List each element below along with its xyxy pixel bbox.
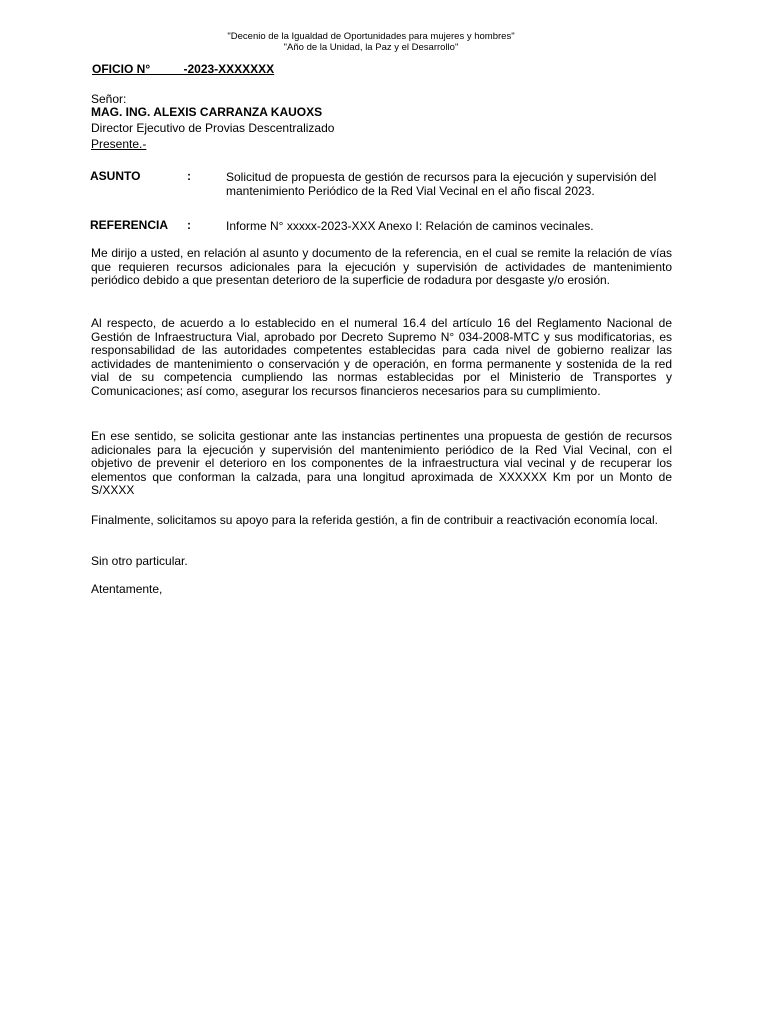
referencia-colon: : [187, 218, 191, 232]
header-decenio: "Decenio de la Igualdad de Oportunidades para mujeres y hombres" [227, 31, 515, 42]
asunto-colon: : [187, 169, 191, 183]
sign-off: Atentamente, [91, 582, 163, 596]
oficio-number: OFICIO N° -2023-XXXXXXX [92, 62, 275, 76]
body-paragraph-2: Al respecto, de acuerdo a lo establecido en el numeral 16.4 del artículo 16 del Reglamento Nacional de Gestión de Infraestructura Vial, aprobado por Decreto Supremo N° 034-2008-MTC y sus modificatorias, es responsabilidad de las autoridades competentes establecidas para cada nivel de gobierno realizar las actividades de mantenimiento o conservación y de operación, en forma permanente y sostenida de la red vial de su competencia cumpliendo las normas establecidas por el Ministerio de Transportes y Comunicaciones; así como, asegurar los recursos financieros necesarios para su cumplimiento. [91, 316, 672, 398]
header-year-name: "Año de la Unidad, la Paz y el Desarrollo" [283, 42, 459, 53]
referencia-label: REFERENCIA [90, 218, 169, 232]
asunto-text: Solicitud de propuesta de gestión de recursos para la ejecución y supervisión del mantenimiento Periódico de la Red Vial Vecinal en el año fiscal 2023. [226, 170, 657, 198]
asunto-label: ASUNTO [90, 169, 141, 183]
recipient-name: MAG. ING. ALEXIS CARRANZA KAUOXS [91, 105, 323, 119]
salutation: Señor: [91, 92, 127, 106]
closing-remark: Sin otro particular. [91, 554, 188, 568]
body-paragraph-1: Me dirijo a usted, en relación al asunto y documento de la referencia, en el cual se remite la relación de vías que requieren recursos adicionales para la ejecución y supervisión de actividades de mantenimiento periódico debido a que presentan deterioro de la superficie de rodadura por desgaste y/o erosión. [91, 246, 672, 287]
presente: Presente.- [91, 137, 147, 151]
recipient-position: Director Ejecutivo de Provias Descentralizado [91, 121, 335, 135]
referencia-text: Informe N° xxxxx-2023-XXX Anexo I: Relación de caminos vecinales. [226, 219, 594, 233]
body-paragraph-4: Finalmente, solicitamos su apoyo para la referida gestión, a fin de contribuir a reactivación economía local. [91, 513, 658, 527]
body-paragraph-3: En ese sentido, se solicita gestionar ante las instancias pertinentes una propuesta de gestión de recursos adicionales para la ejecución y supervisión del mantenimiento periódico de la Red Vial Vecinal, con el objetivo de prevenir el deterioro en los componentes de la infraestructura vial vecinal y de recuperar los elementos que conforman la calzada, para una longitud aproximada de XXXXXX Km por un Monto de S/XXXX [91, 429, 672, 497]
